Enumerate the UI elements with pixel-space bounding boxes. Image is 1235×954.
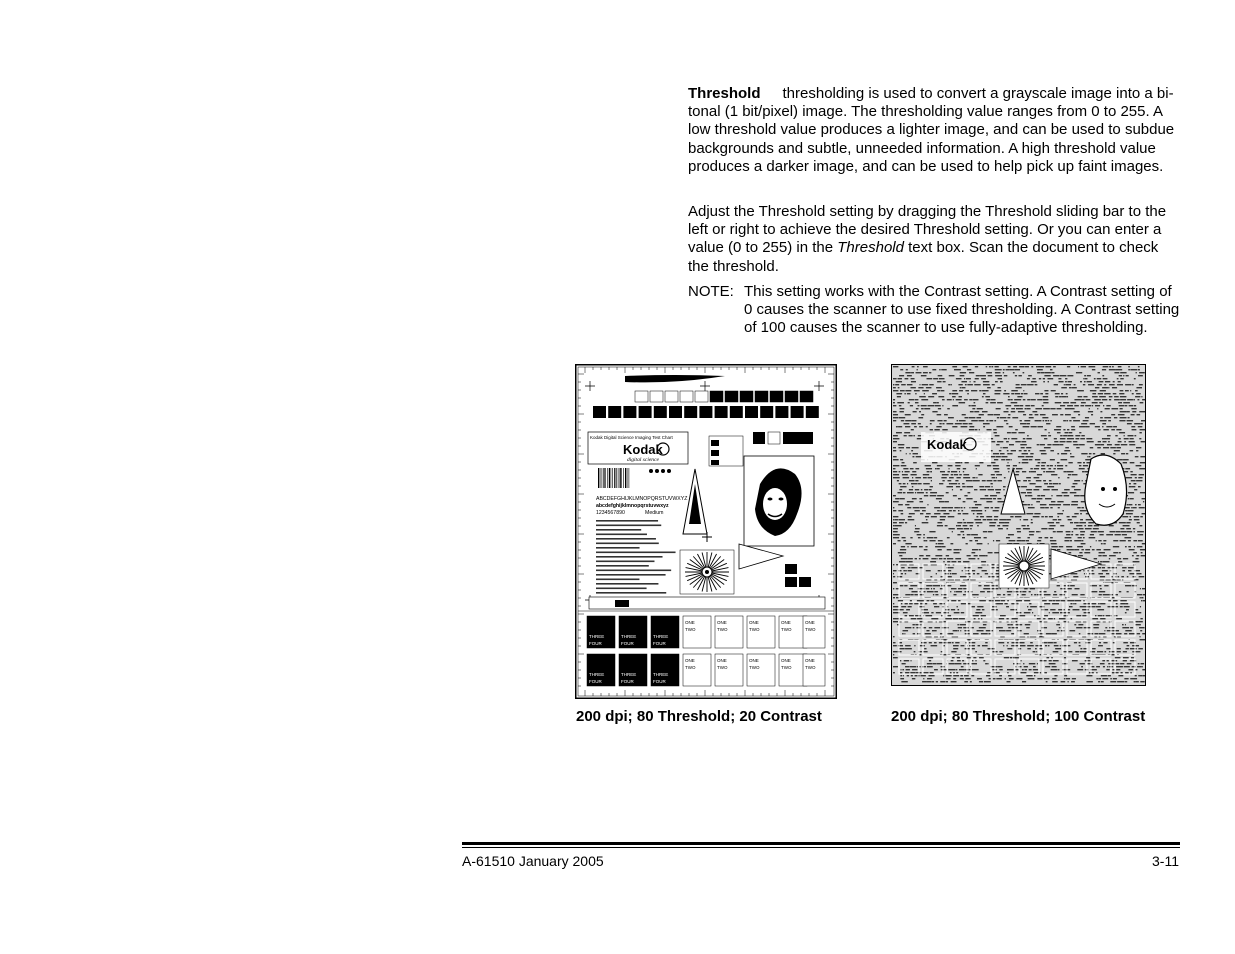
- svg-text:THREE: THREE: [653, 634, 669, 639]
- threshold-adjust-paragraph: [688, 203, 1180, 276]
- svg-text:ONE: ONE: [805, 620, 815, 625]
- black-patch-row: [593, 406, 819, 418]
- svg-text:FOUR: FOUR: [653, 641, 666, 646]
- svg-text:TWO: TWO: [717, 665, 728, 670]
- threshold-definition-text: thresholding is used to convert a grayscale image into a bi-tonal (1 bit/pixel) image. The thresholding value ranges from 0 to 255. A low threshold value produces a lighter image, and can be used to subdue backgrounds and subtle, unneeded information. A high threshold value produces a darker image, and can be used to help pick up faint images.: [688, 85, 1175, 175]
- svg-text:FOUR: FOUR: [621, 641, 634, 646]
- svg-text:FOUR: FOUR: [589, 641, 602, 646]
- note-text: This setting works with the Contrast setting. A Contrast setting of 0 causes the scanner to use fixed thresholding. A Contrast setting of 100 causes the scanner to use fully-adaptive thresholding.: [744, 283, 1180, 337]
- figure-caption-2: 200 dpi; 80 Threshold; 100 Contrast: [891, 708, 1146, 725]
- kodak-logo-text: Kodak: [623, 442, 663, 457]
- note-label: NOTE:: [688, 283, 734, 300]
- svg-text:ONE: ONE: [749, 658, 759, 663]
- font-sample-lower: abcdefghijklmnopqrstuvwxyz: [596, 503, 669, 509]
- svg-text:ONE: ONE: [805, 658, 815, 663]
- svg-text:TWO: TWO: [717, 627, 728, 632]
- svg-text:ONE: ONE: [685, 620, 695, 625]
- svg-text:ONE: ONE: [717, 620, 727, 625]
- svg-text:ONE: ONE: [685, 658, 695, 663]
- test-chart-scan-100-contrast: [891, 364, 1146, 686]
- font-sample-upper: ABCDEFGHIJKLMNOPQRSTUVWXYZ: [596, 496, 688, 502]
- adjust-text-italic: Threshold: [837, 239, 904, 257]
- test-chart-scan-20-contrast: [575, 364, 837, 699]
- threshold-term: Threshold: [688, 85, 761, 102]
- svg-text:TWO: TWO: [685, 627, 696, 632]
- svg-text:TWO: TWO: [749, 665, 760, 670]
- footer-rule-thick: [462, 842, 1180, 845]
- svg-text:ONE: ONE: [717, 658, 727, 663]
- adjust-text-after: text box. Scan the document to check the threshold.: [688, 239, 1159, 275]
- adjust-text-before: Adjust the Threshold setting by dragging the Threshold sliding bar to the left or right to achieve the desired Threshold setting. Or you can enter a value (0 to 255) in the: [688, 203, 1167, 257]
- svg-text:FOUR: FOUR: [589, 679, 602, 684]
- note-block: [688, 283, 1180, 338]
- svg-text:TWO: TWO: [805, 665, 816, 670]
- radial-resolution-target-2: [999, 544, 1049, 588]
- svg-text:TWO: TWO: [781, 627, 792, 632]
- svg-text:THREE: THREE: [589, 672, 605, 677]
- svg-text:THREE: THREE: [653, 672, 669, 677]
- svg-text:TWO: TWO: [749, 627, 760, 632]
- kodak-logo-sub: digital science: [627, 457, 659, 463]
- svg-text:THREE: THREE: [621, 672, 637, 677]
- font-sample-numbers: 1234567890: [596, 510, 625, 516]
- svg-text:ONE: ONE: [781, 620, 791, 625]
- svg-text:TWO: TWO: [685, 665, 696, 670]
- radial-resolution-target: [680, 550, 734, 594]
- svg-text:THREE: THREE: [589, 634, 605, 639]
- svg-text:FOUR: FOUR: [653, 679, 666, 684]
- svg-text:TWO: TWO: [805, 627, 816, 632]
- footer-rule-thin: [462, 847, 1180, 848]
- svg-text:TWO: TWO: [781, 665, 792, 670]
- footer-page-number: 3-11: [1152, 853, 1179, 869]
- svg-text:ONE: ONE: [781, 658, 791, 663]
- chart-title: Kodak Digital Science Imaging Test Chart: [590, 435, 673, 440]
- kodak-logo-text-2: Kodak: [927, 437, 967, 452]
- font-sample-label: Medium: [645, 510, 664, 516]
- figure-caption-1: 200 dpi; 80 Threshold; 20 Contrast: [576, 708, 822, 725]
- svg-text:ONE: ONE: [749, 620, 759, 625]
- svg-text:FOUR: FOUR: [621, 679, 634, 684]
- threshold-definition-paragraph: [688, 85, 1180, 176]
- footer-doc-id: A-61510 January 2005: [462, 853, 604, 869]
- svg-text:THREE: THREE: [621, 634, 637, 639]
